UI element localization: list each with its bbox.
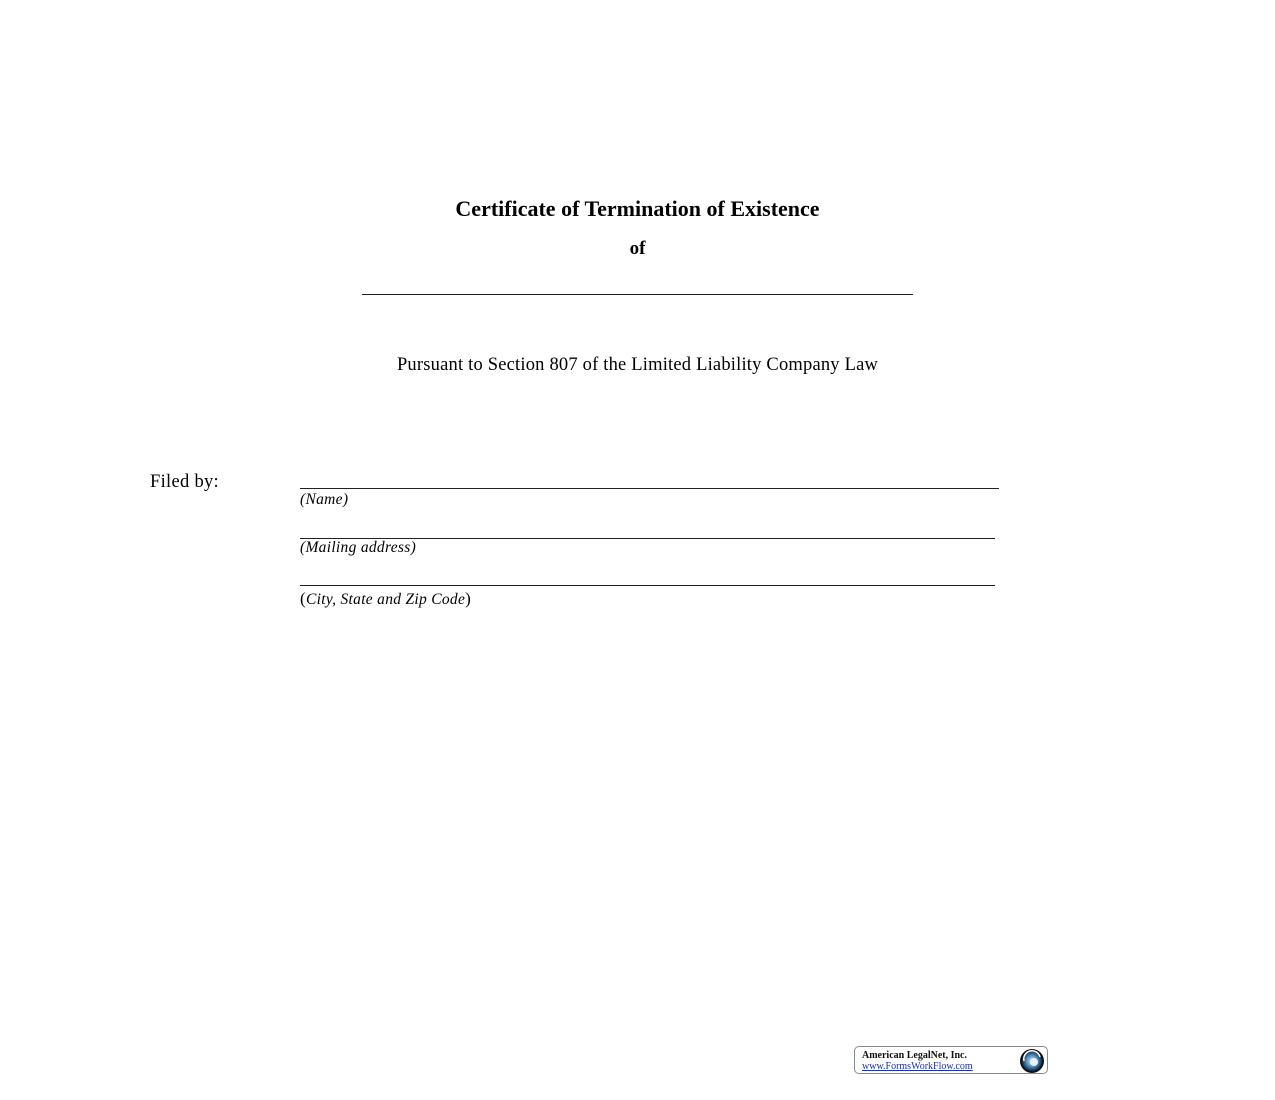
globe-logo-icon (1019, 1048, 1045, 1074)
city-state-zip-blank-line[interactable] (300, 585, 995, 586)
city-state-zip-caption-text: City, State and Zip Code (305, 591, 466, 608)
name-caption: (Name) (300, 491, 349, 508)
paren-close: ) (465, 589, 472, 608)
filed-by-label: Filed by: (150, 472, 219, 492)
mailing-address-caption: (Mailing address) (300, 539, 417, 556)
city-state-zip-caption (300, 589, 471, 609)
badge-url-link[interactable]: www.FormsWorkFlow.com (862, 1061, 973, 1072)
american-legalnet-badge[interactable] (854, 1046, 1048, 1074)
badge-company-name: American LegalNet, Inc. (862, 1050, 967, 1061)
document-title: Certificate of Termination of Existence (455, 196, 820, 221)
company-name-blank-line[interactable] (362, 294, 913, 295)
document-subtitle: Pursuant to Section 807 of the Limited Liability Company Law (396, 355, 879, 375)
name-blank-line[interactable] (300, 488, 999, 489)
document-of: of (629, 238, 646, 259)
paren-open: ( (300, 589, 306, 608)
